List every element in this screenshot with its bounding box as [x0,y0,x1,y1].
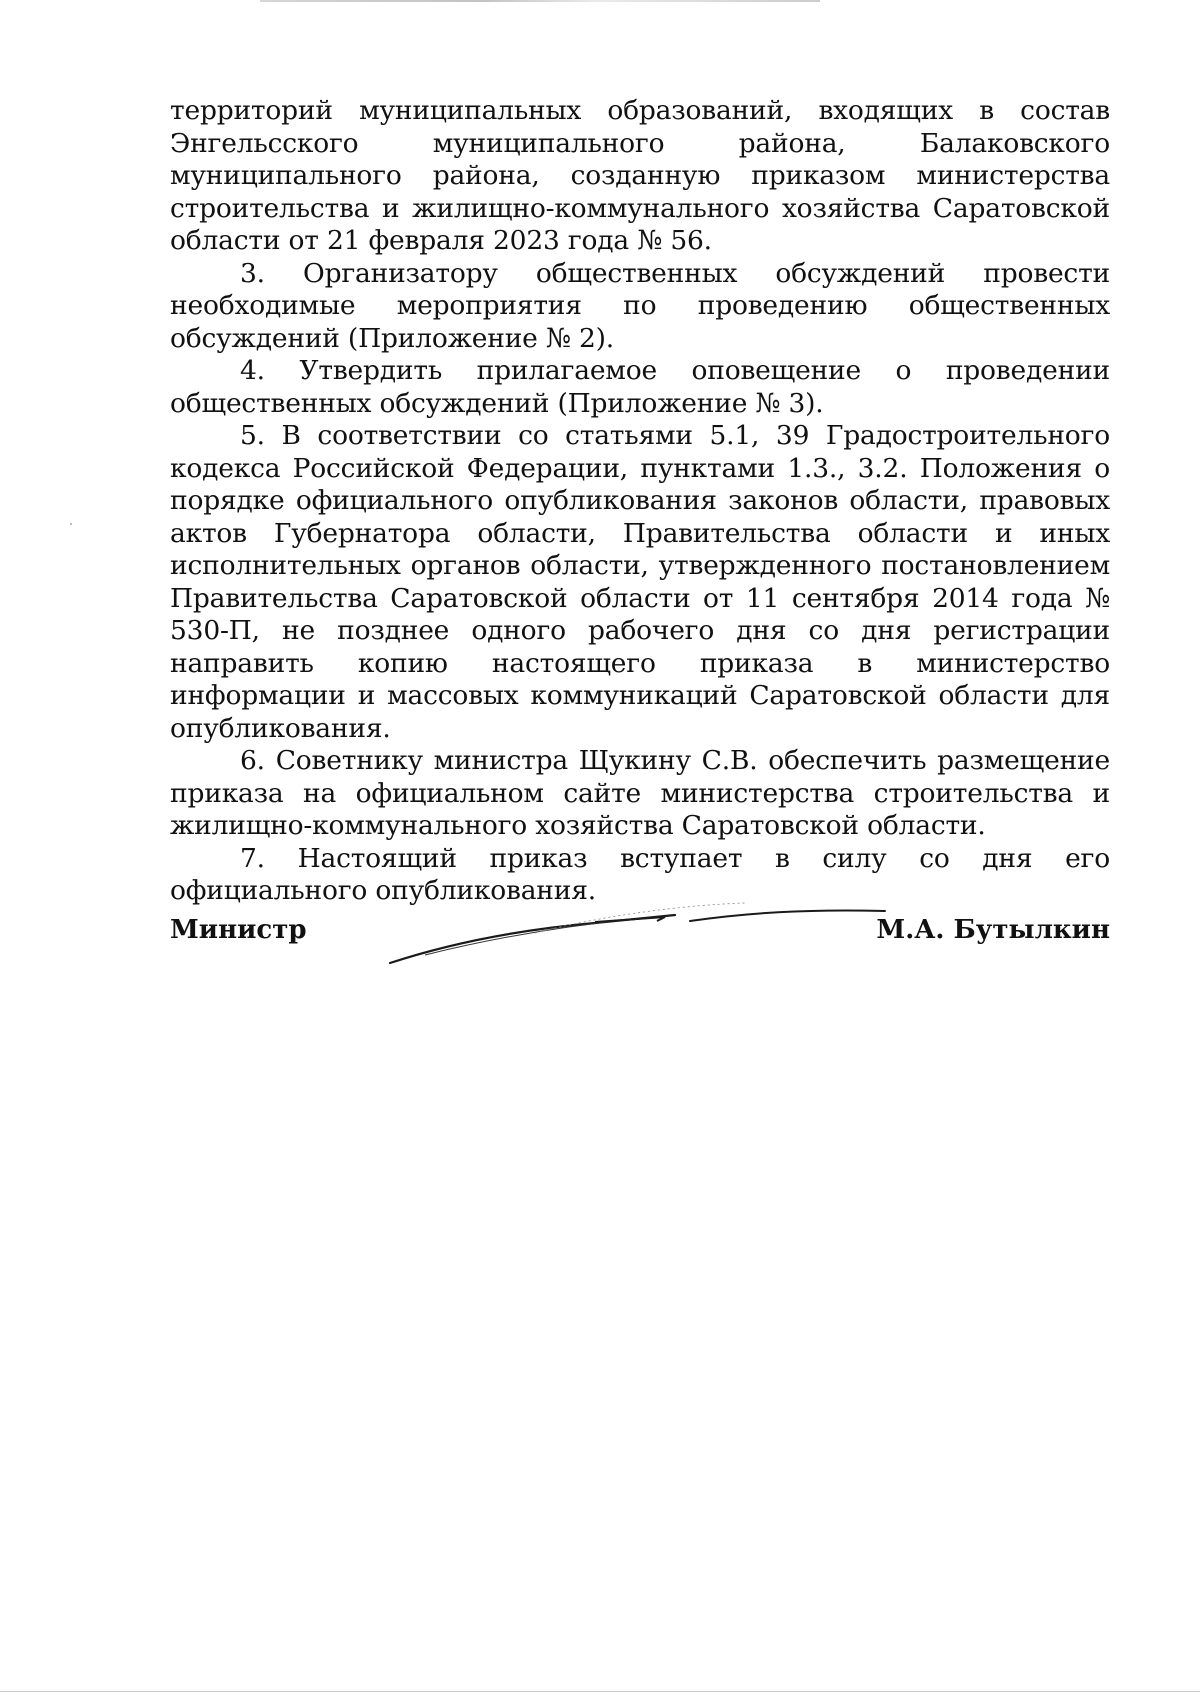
signatory-name: М.А. Бутылкин [876,915,1110,945]
paragraph-item-4: 4. Утвердить прилагаемое оповещение о проведении общественных обсуждений (Приложение № 3). [170,355,1110,419]
document-body [170,95,1110,908]
paragraph-continuation: территорий муниципальных образований, входящих в состав Энгельсского муниципального района, Балаковского муниципального района, созданную приказом министерства строительства и жилищно-коммунального хозяйства Саратовской области от 21 февраля 2023 года № 56. [170,95,1110,256]
handwritten-signature [385,895,905,975]
scan-speck [70,523,72,525]
scan-edge-top [260,0,820,2]
scan-edge-bottom [0,1691,1200,1692]
paragraph-item-6: 6. Советнику министра Щукину С.В. обеспечить размещение приказа на официальном сайте министерства строительства и жилищно-коммунального хозяйства Саратовской области. [170,745,1110,841]
signature-block [170,905,1110,965]
paragraph-item-5: 5. В соответствии со статьями 5.1, 39 Градостроительного кодекса Российской Федерации, пунктами 1.3., 3.2. Положения о порядке официального опубликования законов области, правовых актов Губернатора области, Правительства области и иных исполнительных органов области, утвержденного постановлением Правительства Саратовской области от 11 сентября 2014 года № 530-П, не позднее одного рабочего дня со дня регистрации направить копию настоящего приказа в министерство информации и массовых коммуникаций Саратовской области для опубликования. [170,420,1110,744]
paragraph-item-7: 7. Настоящий приказ вступает в силу со дня его официального опубликования. [170,842,1110,906]
paragraph-item-3: 3. Организатору общественных обсуждений провести необходимые мероприятия по проведению общественных обсуждений (Приложение № 2). [170,257,1110,354]
signatory-title: Министр [170,915,307,945]
